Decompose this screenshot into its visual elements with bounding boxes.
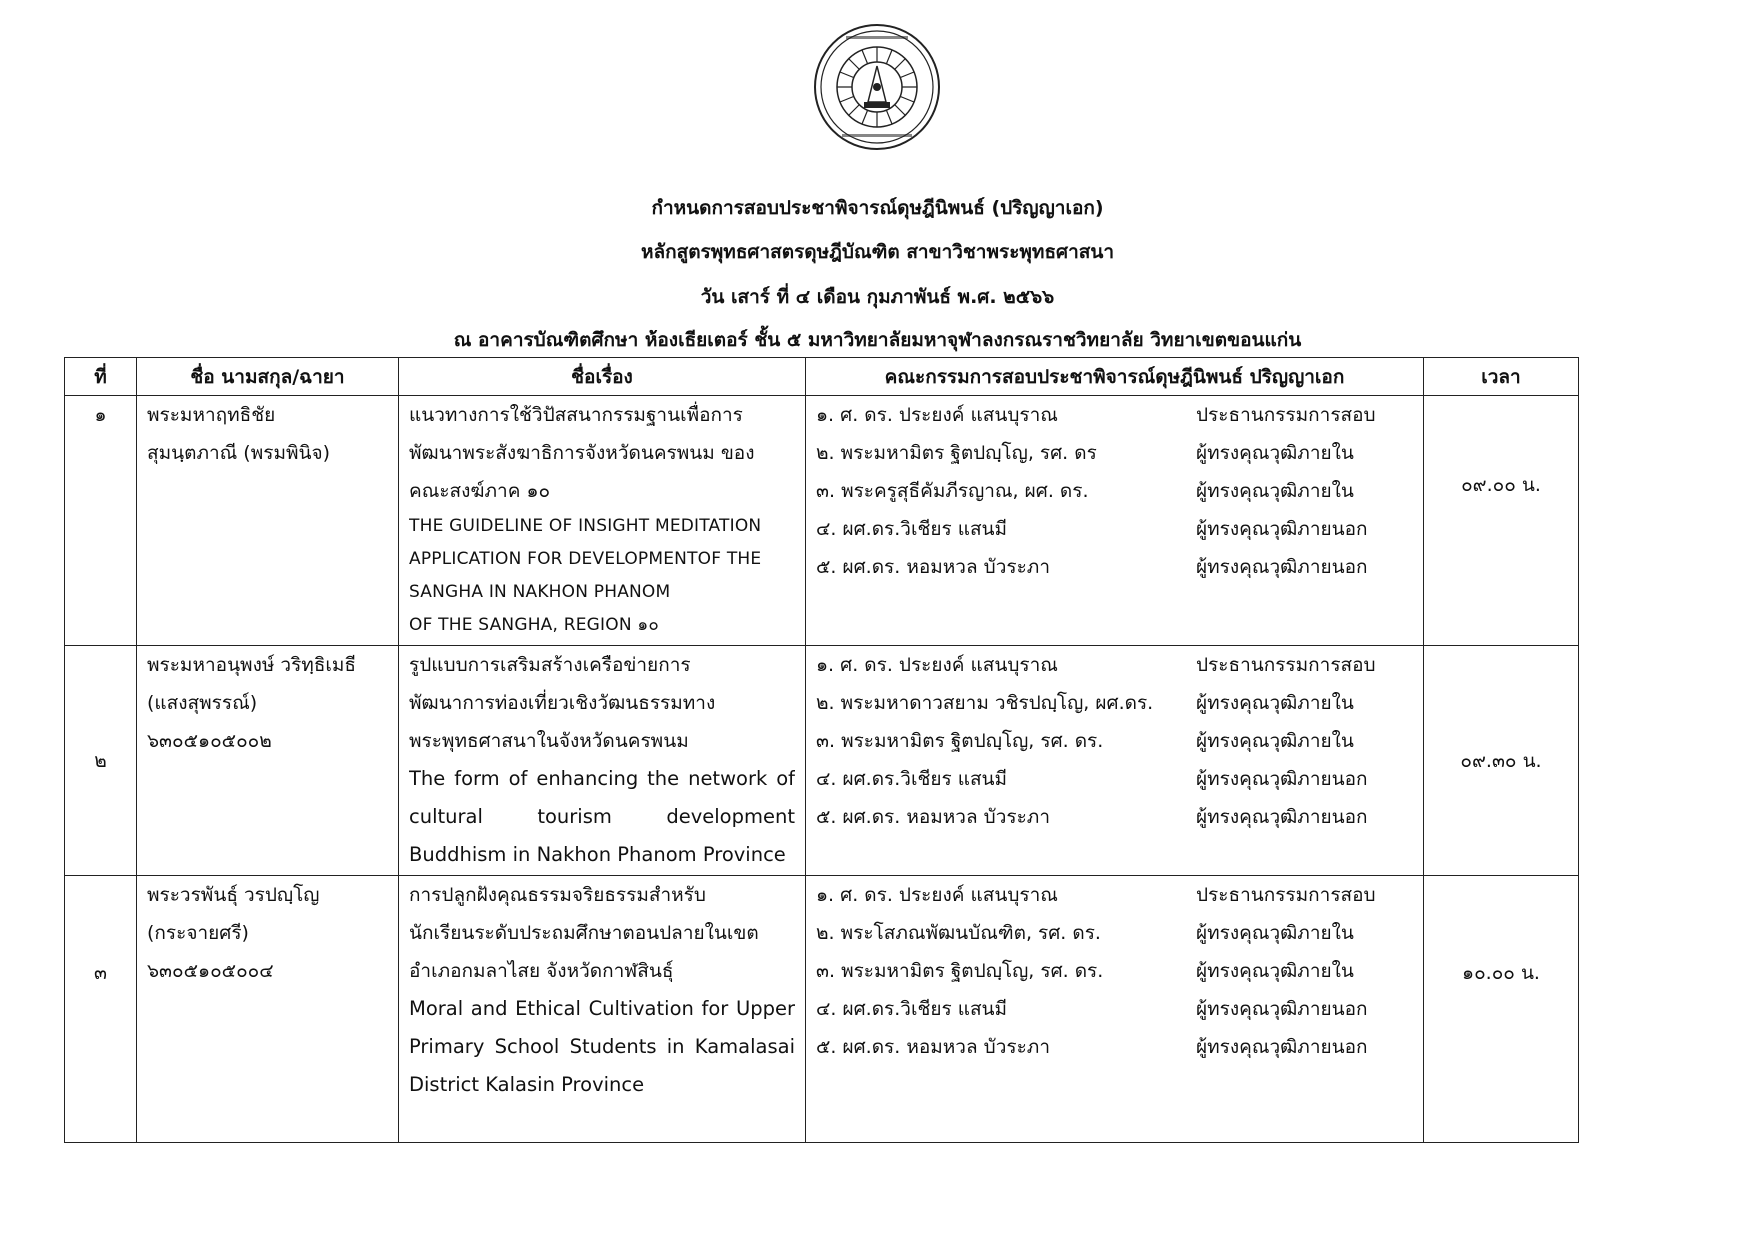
table-header-row bbox=[65, 358, 1579, 396]
row-number: ๑ bbox=[65, 396, 137, 646]
committee-member: ๑. ศ. ดร. ประยงค์ แสนบุราณ ประธานกรรมการสอบ bbox=[816, 884, 1376, 906]
committee-member: ๕. ผศ.ดร. หอมหวล บัวระภา ผู้ทรงคุณวุฒิภายนอก bbox=[816, 806, 1368, 828]
candidate-name: พระมหาฤทธิชัย สุมนฺตภาณี (พรมพินิจ) bbox=[137, 396, 399, 646]
column-header-no: ที่ bbox=[65, 358, 137, 396]
column-header-committee: คณะกรรมการสอบประชาพิจารณ์ดุษฎีนิพนธ์ ปริญญาเอก bbox=[806, 358, 1424, 396]
committee-member: ๒. พระโสภณพัฒนบัณฑิต, รศ. ดร. ผู้ทรงคุณวุฒิภายใน bbox=[816, 922, 1354, 944]
university-seal-logo bbox=[812, 22, 942, 152]
table-row bbox=[65, 876, 1579, 1143]
row-number: ๒ bbox=[65, 646, 137, 876]
committee-list bbox=[806, 646, 1424, 876]
committee-member: ๒. พระมหามิตร ฐิตปญฺโญ, รศ. ดร ผู้ทรงคุณวุฒิภายใน bbox=[816, 442, 1354, 464]
candidate-name: พระมหาอนุพงษ์ วริทฺธิเมธี (แสงสุพรรณ์) ๖๓๐๕๑๐๕๐๐๒ bbox=[137, 646, 399, 876]
committee-member: ๒. พระมหาดาวสยาม วชิรปญฺโญ, ผศ.ดร. ผู้ทรงคุณวุฒิภายใน bbox=[816, 692, 1354, 714]
table-row bbox=[65, 396, 1579, 646]
column-header-time: เวลา bbox=[1424, 358, 1579, 396]
committee-member: ๓. พระมหามิตร ฐิตปญฺโญ, รศ. ดร. ผู้ทรงคุณวุฒิภายใน bbox=[816, 730, 1354, 752]
column-header-name: ชื่อ นามสกุล/ฉายา bbox=[137, 358, 399, 396]
committee-member: ๕. ผศ.ดร. หอมหวล บัวระภา ผู้ทรงคุณวุฒิภายนอก bbox=[816, 556, 1368, 578]
committee-member: ๔. ผศ.ดร.วิเชียร แสนมี ผู้ทรงคุณวุฒิภายนอก bbox=[816, 768, 1368, 790]
committee-member: ๔. ผศ.ดร.วิเชียร แสนมี ผู้ทรงคุณวุฒิภายนอก bbox=[816, 518, 1368, 540]
committee-member: ๓. พระมหามิตร ฐิตปญฺโญ, รศ. ดร. ผู้ทรงคุณวุฒิภายใน bbox=[816, 960, 1354, 982]
committee-list bbox=[806, 396, 1424, 646]
committee-list bbox=[806, 876, 1424, 1143]
row-number: ๓ bbox=[65, 876, 137, 1143]
exam-time: ๑๐.๐๐ น. bbox=[1424, 876, 1579, 1143]
document-title: กำหนดการสอบประชาพิจารณ์ดุษฎีนิพนธ์ (ปริญญาเอก) bbox=[651, 197, 1104, 219]
column-header-title: ชื่อเรื่อง bbox=[399, 358, 806, 396]
exam-time: ๐๙.๓๐ น. bbox=[1424, 646, 1579, 876]
table-row bbox=[65, 646, 1579, 876]
committee-member: ๑. ศ. ดร. ประยงค์ แสนบุราณ ประธานกรรมการสอบ bbox=[816, 404, 1376, 426]
exam-venue: ณ อาคารบัณฑิตศึกษา ห้องเธียเตอร์ ชั้น ๕ มหาวิทยาลัยมหาจุฬาลงกรณราชวิทยาลัย วิทยาเขตขอนแก่น bbox=[453, 329, 1302, 351]
exam-date: วัน เสาร์ ที่ ๔ เดือน กุมภาพันธ์ พ.ศ. ๒๕๖๖ bbox=[700, 286, 1055, 308]
schedule-table bbox=[64, 357, 1579, 1143]
committee-member: ๕. ผศ.ดร. หอมหวล บัวระภา ผู้ทรงคุณวุฒิภายนอก bbox=[816, 1036, 1368, 1058]
dissertation-title: การปลูกฝังคุณธรรมจริยธรรมสำหรับ นักเรียนระดับประถมศึกษาตอนปลายในเขต อำเภอกมลาไสย จังหวัดกาฬสินธุ์ Moral and Ethical Cultivation for Upper Primary School Students in Kamalasai District Kalasin Province bbox=[399, 876, 806, 1143]
committee-member: ๑. ศ. ดร. ประยงค์ แสนบุราณ ประธานกรรมการสอบ bbox=[816, 654, 1376, 676]
candidate-name: พระวรพันธุ์ วรปญฺโญ (กระจายศรี) ๖๓๐๕๑๐๕๐๐๔ bbox=[137, 876, 399, 1143]
committee-member: ๔. ผศ.ดร.วิเชียร แสนมี ผู้ทรงคุณวุฒิภายนอก bbox=[816, 998, 1368, 1020]
committee-member: ๓. พระครูสุธีคัมภีรญาณ, ผศ. ดร. ผู้ทรงคุณวุฒิภายใน bbox=[816, 480, 1354, 502]
program-name: หลักสูตรพุทธศาสตรดุษฎีบัณฑิต สาขาวิชาพระพุทธศาสนา bbox=[640, 241, 1115, 263]
dissertation-title: แนวทางการใช้วิปัสสนากรรมฐานเพื่อการ พัฒนาพระสังฆาธิการจังหวัดนครพนม ของ คณะสงฆ์ภาค ๑๐ THE GUIDELINE OF INSIGHT MEDITATION APPLICATION FOR DEVELOPMENTOF THE SANGHA IN NAKHON PHANOM OF THE SANGHA, REGION ๑๐ bbox=[399, 396, 806, 646]
dissertation-title: รูปแบบการเสริมสร้างเครือข่ายการ พัฒนาการท่องเที่ยวเชิงวัฒนธรรมทาง พระพุทธศาสนาในจังหวัดนครพนม The form of enhancing the network of cultural tourism development Buddhism in Nakhon Phanom Province bbox=[399, 646, 806, 876]
exam-time: ๐๙.๐๐ น. bbox=[1424, 396, 1579, 646]
